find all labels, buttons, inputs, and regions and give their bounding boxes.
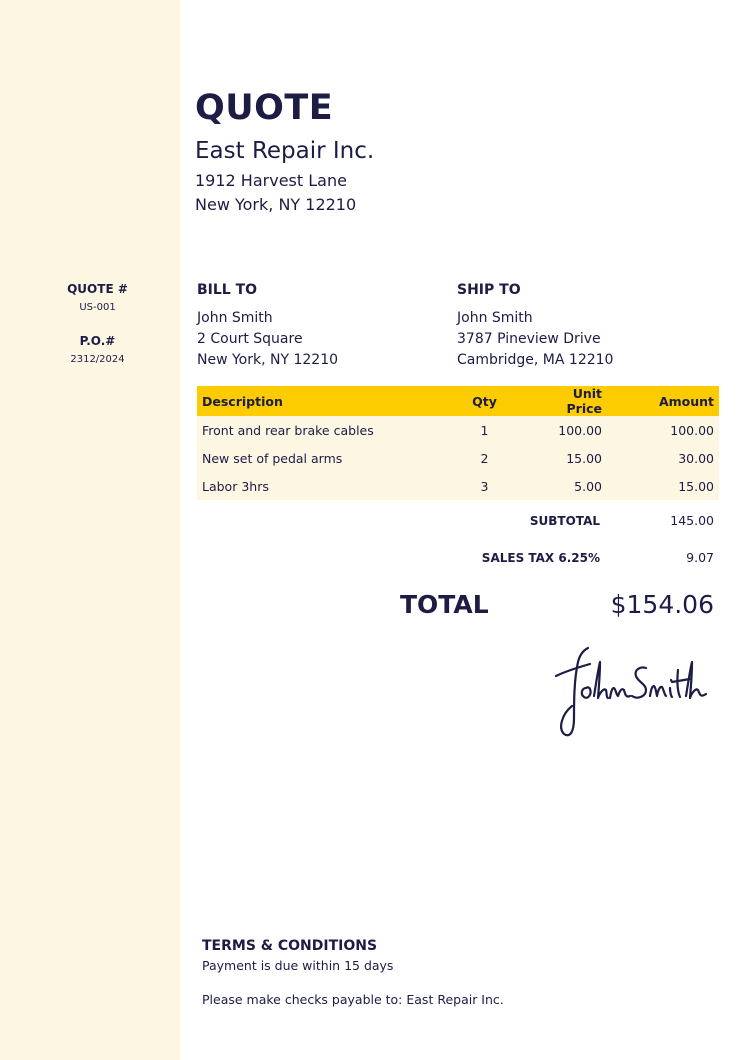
sales-tax-value: 9.07 (686, 550, 714, 565)
row-unit-price: 5.00 (537, 472, 607, 500)
header-unit-price: Unit Price (537, 386, 607, 416)
table-row (197, 444, 719, 472)
total-label: TOTAL (400, 590, 489, 619)
ship-to-block (457, 282, 613, 371)
terms-title: TERMS & CONDITIONS (202, 938, 378, 954)
sidebar-panel (0, 0, 180, 1060)
subtotal-value: 145.00 (670, 513, 714, 528)
quote-number-value: US-001 (79, 302, 116, 313)
header-amount: Amount (607, 386, 719, 416)
row-qty: 1 (432, 416, 537, 444)
row-description: Front and rear brake cables (197, 416, 432, 444)
company-name: East Repair Inc. (195, 138, 375, 164)
ship-to-name: John Smith (457, 310, 533, 326)
row-unit-price: 100.00 (537, 416, 607, 444)
sales-tax-label: SALES TAX 6.25% (481, 551, 600, 565)
bill-to-block (197, 282, 338, 371)
row-amount: 15.00 (607, 472, 719, 500)
document-title: QUOTE (195, 88, 334, 128)
row-qty: 2 (432, 444, 537, 472)
bill-to-header: BILL TO (197, 282, 258, 298)
bill-to-line1: 2 Court Square (197, 331, 303, 347)
terms-line-1: Payment is due within 15 days (202, 958, 394, 973)
po-number-value: 2312/2024 (70, 354, 125, 365)
ship-to-header: SHIP TO (457, 282, 521, 298)
quote-number-label: QUOTE # (67, 282, 128, 296)
terms-line-2: Please make checks payable to: East Repair Inc. (202, 992, 504, 1007)
ship-to-line1: 3787 Pineview Drive (457, 331, 601, 347)
bill-to-line2: New York, NY 12210 (197, 352, 339, 368)
row-description: New set of pedal arms (197, 444, 432, 472)
signature-image (550, 640, 720, 745)
po-number-block (0, 334, 195, 365)
header-qty: Qty (432, 386, 537, 416)
row-amount: 30.00 (607, 444, 719, 472)
quote-number-block (0, 282, 195, 313)
company-address-line2: New York, NY 12210 (195, 195, 357, 214)
total-value: $154.06 (610, 590, 714, 619)
row-qty: 3 (432, 472, 537, 500)
subtotal-label: SUBTOTAL (529, 514, 600, 528)
ship-to-line2: Cambridge, MA 12210 (457, 352, 614, 368)
bill-to-name: John Smith (197, 310, 273, 326)
line-items-table (197, 386, 719, 500)
table-header-row (197, 386, 719, 416)
company-address-line1: 1912 Harvest Lane (195, 171, 347, 190)
po-number-label: P.O.# (79, 334, 116, 348)
table-row (197, 472, 719, 500)
header-description: Description (197, 386, 432, 416)
row-unit-price: 15.00 (537, 444, 607, 472)
table-row (197, 416, 719, 444)
row-amount: 100.00 (607, 416, 719, 444)
row-description: Labor 3hrs (197, 472, 432, 500)
